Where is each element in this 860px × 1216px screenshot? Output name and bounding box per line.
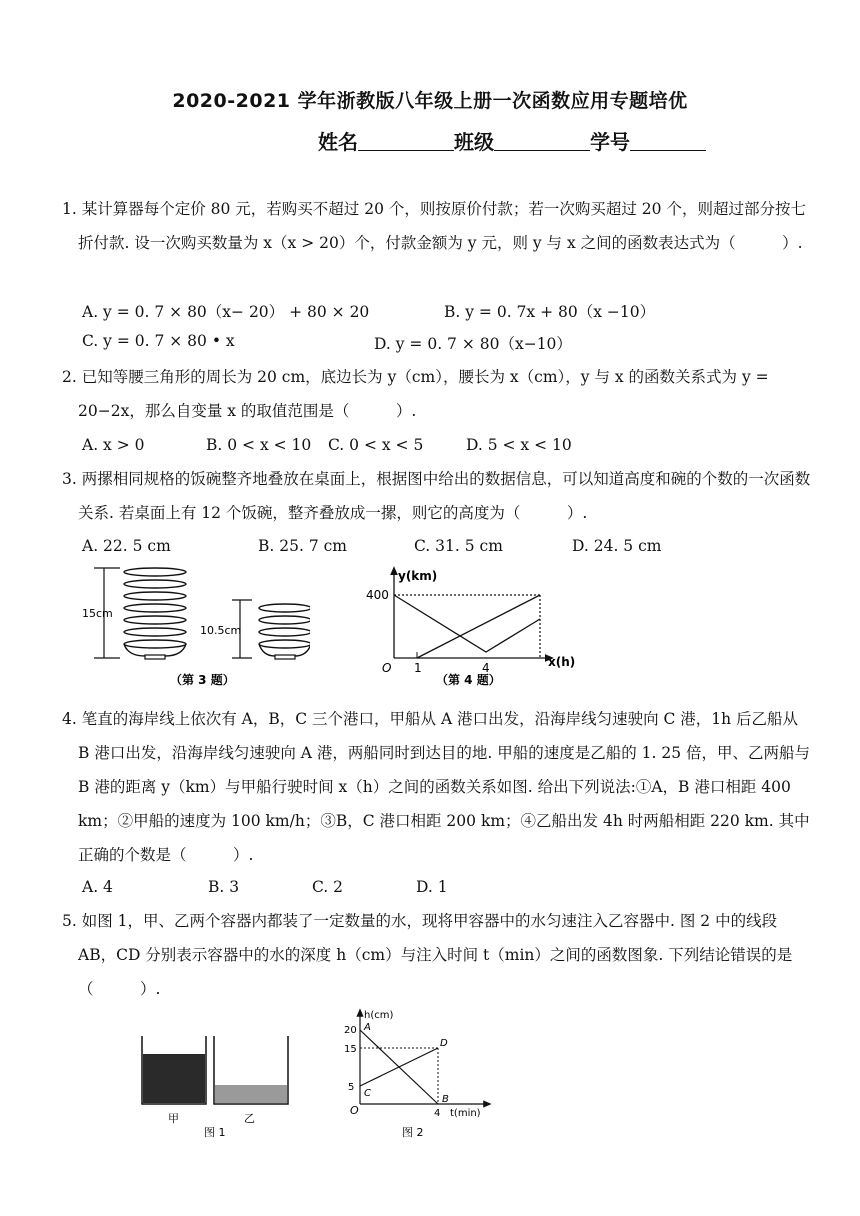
bowl-foot bbox=[145, 655, 165, 659]
question-5 bbox=[62, 904, 812, 1006]
figure-q4-graph bbox=[360, 562, 590, 690]
figure-q5-1-caption: 图 1 bbox=[204, 1126, 226, 1139]
q5-x-tick-4: 4 bbox=[434, 1108, 441, 1119]
q5-x-label: t(min) bbox=[450, 1108, 481, 1119]
q3-option-d[interactable]: D. 24. 5 cm bbox=[572, 537, 662, 555]
figure-q5-2-caption: 图 2 bbox=[402, 1126, 424, 1139]
question-5-text: 5. 如图 1，甲、乙两个容器内都装了一定数量的水，现将甲容器中的水匀速注入乙容器中. 图 2 中的线段 AB，CD 分别表示容器中的水的深度 h（cm）与注入时间 t（min）之间的函数图象. 下列结论错误的是（ ）. bbox=[62, 912, 793, 998]
q4-option-c[interactable]: C. 2 bbox=[312, 878, 344, 896]
q4-option-d[interactable]: D. 1 bbox=[416, 878, 448, 896]
figure-q5-containers bbox=[136, 1030, 306, 1142]
container-jia-water bbox=[143, 1054, 205, 1103]
question-1-text: 1. 某计算器每个定价 80 元，若购买不超过 20 个，则按原价付款；若一次购买超过 20 个，则超过部分按七折付款. 设一次购买数量为 x（x > 20）个，付款金额为 y 元，则 y 与 x 之间的函数表达式为（ ）. bbox=[62, 200, 806, 252]
q3-option-b[interactable]: B. 25. 7 cm bbox=[258, 537, 347, 555]
figure-q3-bowls bbox=[80, 562, 310, 690]
figure-q4-caption: （第 4 题） bbox=[436, 673, 501, 687]
bowl-rim bbox=[259, 628, 310, 636]
bowl-rim bbox=[124, 604, 186, 612]
q4-option-b[interactable]: B. 3 bbox=[208, 878, 240, 896]
q2-option-b[interactable]: B. 0 < x < 10 bbox=[206, 436, 312, 454]
name-label: 姓名 bbox=[318, 130, 358, 154]
q4-x-label: x(h) bbox=[548, 655, 576, 669]
q4-ship-jia-line bbox=[394, 595, 540, 652]
bowl-rim bbox=[124, 628, 186, 636]
figure-q3-caption: （第 3 题） bbox=[170, 673, 235, 687]
q4-y-label: y(km) bbox=[398, 569, 438, 583]
q5-y-tick-5: 5 bbox=[348, 1082, 355, 1093]
q5-point-a: A bbox=[364, 1022, 371, 1033]
q1-option-b[interactable]: B. y = 0. 7x + 80（x −10） bbox=[444, 303, 656, 321]
q1-option-d[interactable]: D. y = 0. 7 × 80（x−10） bbox=[374, 335, 572, 353]
id-label: 学号 bbox=[590, 130, 630, 154]
label-yi: 乙 bbox=[244, 1112, 255, 1125]
q4-y-tick-400: 400 bbox=[366, 588, 389, 602]
q1-option-a[interactable]: A. y = 0. 7 × 80（x− 20） + 80 × 20 bbox=[82, 303, 370, 321]
q4-origin: O bbox=[382, 661, 392, 675]
student-info-line bbox=[318, 126, 706, 155]
bowl-rim bbox=[124, 568, 186, 576]
bowl-rim bbox=[259, 640, 310, 648]
q4-ship-yi-line bbox=[417, 595, 540, 658]
class-blank[interactable] bbox=[494, 130, 590, 151]
name-blank[interactable] bbox=[358, 130, 454, 151]
q3-option-a[interactable]: A. 22. 5 cm bbox=[82, 537, 171, 555]
question-4 bbox=[62, 702, 812, 872]
bowl-rim bbox=[259, 604, 310, 612]
q2-option-c[interactable]: C. 0 < x < 5 bbox=[328, 436, 424, 454]
bowl-rim bbox=[124, 616, 186, 624]
id-blank[interactable] bbox=[630, 130, 706, 151]
q4-option-a[interactable]: A. 4 bbox=[82, 878, 113, 896]
q5-y-tick-20: 20 bbox=[344, 1025, 357, 1036]
question-4-text: 4. 笔直的海岸线上依次有 A，B，C 三个港口，甲船从 A 港口出发，沿海岸线匀速驶向 C 港，1h 后乙船从 B 港口出发，沿海岸线匀速驶向 A 港，两船同时到达目的地. 甲船的速度是乙船的 1. 25 倍，甲、乙两船与 B 港的距离 y（km）与甲船行驶时间 x（h）之间的函数关系如图. 给出下列说法:①A，B 港口相距 400 km；②甲船的速度为 100 km/h；③B，C 港口相距 200 km；④乙船出发 4h 时两船相距 220 km. 其中正确的个数是（ ）. bbox=[62, 710, 811, 864]
figure-q5-graph bbox=[338, 1008, 508, 1142]
bowl-foot bbox=[275, 655, 295, 659]
q5-point-b: B bbox=[442, 1094, 449, 1105]
page-title: 2020-2021 学年浙教版八年级上册一次函数应用专题培优 bbox=[172, 90, 688, 112]
bowl-rim bbox=[259, 616, 310, 624]
container-yi-water bbox=[215, 1085, 287, 1103]
q3-option-c[interactable]: C. 31. 5 cm bbox=[414, 537, 503, 555]
q2-option-d[interactable]: D. 5 < x < 10 bbox=[466, 436, 572, 454]
q5-segment-cd bbox=[360, 1048, 438, 1086]
right-bowl-stack bbox=[259, 604, 310, 659]
class-label: 班级 bbox=[454, 130, 494, 154]
q5-y-label: h(cm) bbox=[364, 1010, 394, 1021]
bowl-rim bbox=[124, 640, 186, 648]
bowl-rim bbox=[124, 592, 186, 600]
left-bowl-stack bbox=[124, 568, 186, 659]
q5-point-c: C bbox=[364, 1088, 371, 1099]
question-3 bbox=[62, 462, 812, 530]
q4-x-tick-4: 4 bbox=[482, 661, 490, 675]
label-jia: 甲 bbox=[168, 1112, 179, 1125]
question-2 bbox=[62, 360, 812, 428]
q5-origin: O bbox=[350, 1104, 359, 1117]
right-height-label: 10.5cm bbox=[200, 624, 242, 637]
q4-x-tick-1: 1 bbox=[414, 661, 422, 675]
bowl-rim bbox=[124, 580, 186, 588]
q5-y-tick-15: 15 bbox=[344, 1044, 357, 1055]
q5-point-d: D bbox=[440, 1038, 448, 1049]
question-3-text: 3. 两摞相同规格的饭碗整齐地叠放在桌面上，根据图中给出的数据信息，可以知道高度和碗的个数的一次函数关系. 若桌面上有 12 个饭碗，整齐叠放成一摞，则它的高度为（ ）. bbox=[62, 470, 811, 522]
question-1 bbox=[62, 192, 812, 260]
question-2-text: 2. 已知等腰三角形的周长为 20 cm，底边长为 y（cm），腰长为 x（cm），y 与 x 的函数关系式为 y = 20−2x，那么自变量 x 的取值范围是（ ）. bbox=[62, 368, 769, 420]
left-height-label: 15cm bbox=[82, 607, 113, 620]
q1-option-c[interactable]: C. y = 0. 7 × 80 • x bbox=[82, 332, 235, 350]
q2-option-a[interactable]: A. x > 0 bbox=[82, 436, 145, 454]
